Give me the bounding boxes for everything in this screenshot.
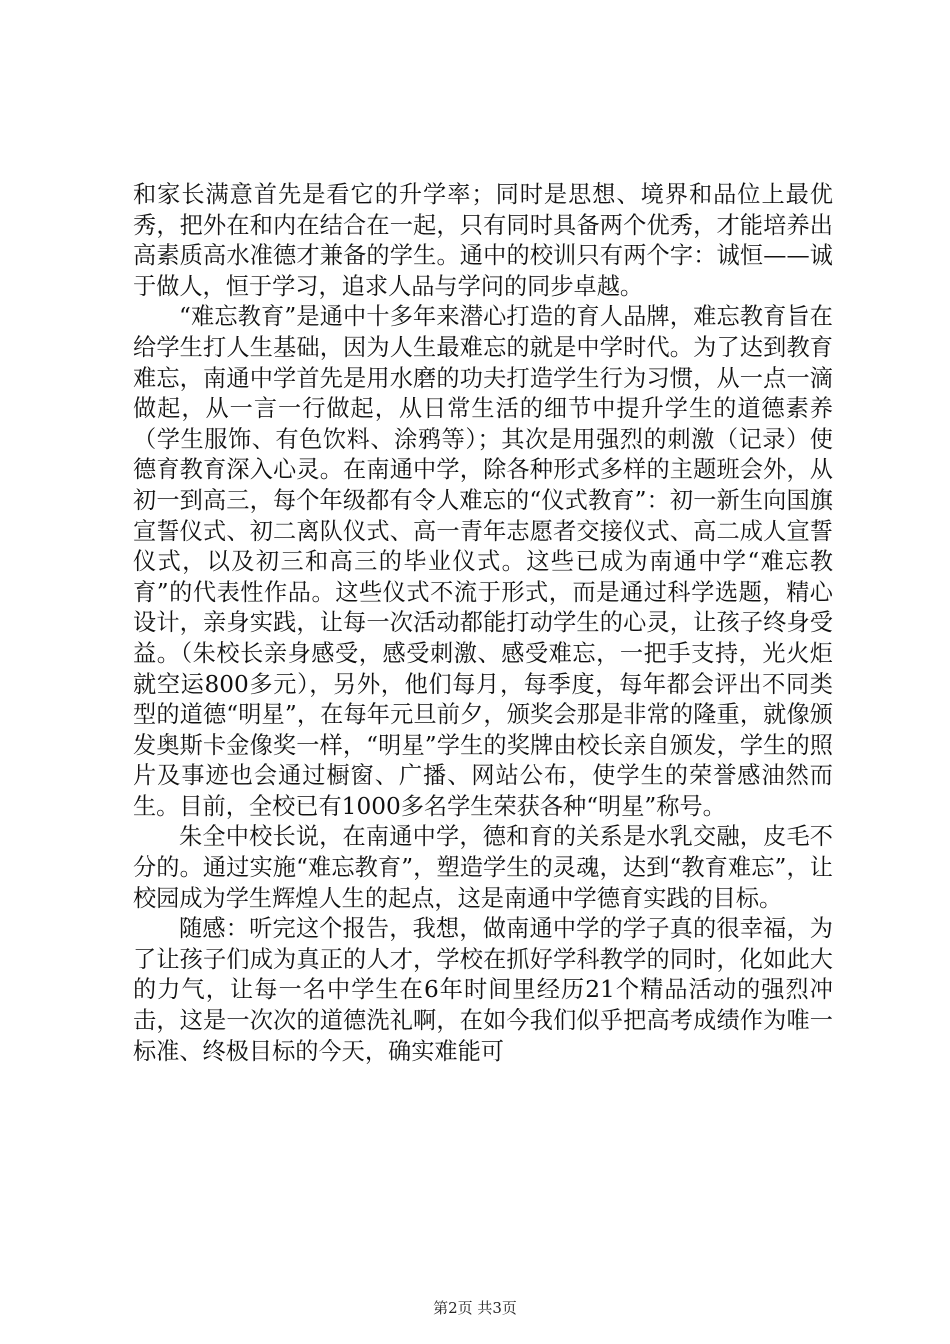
paragraph-1: 和家长满意首先是看它的升学率；同时是思想、境界和品位上最优秀，把外在和内在结合在一起，只有同时具备两个优秀，才能培养出高素质高水准德才兼备的学生。通中的校训只有两个字：诚恒——诚于做人，恒于学习，追求人品与学问的同步卓越。 <box>133 181 833 300</box>
page-footer: 第2页 共3页 <box>433 1299 517 1317</box>
paragraph-4: 随感：听完这个报告，我想，做南通中学的学子真的很幸福，为了让孩子们成为真正的人才，学校在抓好学科教学的同时，化如此大的力气，让每一名中学生在6年时间里经历21个精品活动的强烈冲击，这是一次次的道德洗礼啊，在如今我们似乎把高考成绩作为唯一标准、终极目标的今天，确实难能可 <box>133 915 833 1065</box>
paragraph-2: “难忘教育”是通中十多年来潜心打造的育人品牌，难忘教育旨在给学生打人生基础，因为人生最难忘的就是中学时代。为了达到教育难忘，南通中学首先是用水磨的功夫打造学生行为习惯，从一点一滴做起，从一言一行做起，从日常生活的细节中提升学生的道德素养（学生服饰、有色饮料、涂鸦等）；其次是用强烈的刺激（记录）使德育教育深入心灵。在南通中学，除各种形式多样的主题班会外，从初一到高三，每个年级都有令人难忘的“仪式教育”：初一新生向国旗宣誓仪式、初二离队仪式、高一青年志愿者交接仪式、高二成人宣誓仪式，以及初三和高三的毕业仪式。这些已成为南通中学“难忘教育”的代表性作品。这些仪式不流于形式，而是通过科学选题，精心设计，亲身实践，让每一次活动都能打动学生的心灵，让孩子终身受益。（朱校长亲身感受，感受刺激、感受难忘，一把手支持，光火炬就空运800多元），另外，他们每月，每季度，每年都会评出不同类型的道德“明星”，在每年元旦前夕，颁奖会那是非常的隆重，就像颁发奥斯卡金像奖一样，“明星”学生的奖牌由校长亲自颁发，学生的照片及事迹也会通过橱窗、广播、网站公布，使学生的荣誉感油然而生。目前，全校已有1000多名学生荣获各种“明星”称号。 <box>133 303 833 820</box>
document-body <box>133 180 833 1067</box>
paragraph-3: 朱全中校长说，在南通中学，德和育的关系是水乳交融，皮毛不分的。通过实施“难忘教育”，塑造学生的灵魂，达到“教育难忘”，让校园成为学生辉煌人生的起点，这是南通中学德育实践的目标。 <box>133 823 833 912</box>
